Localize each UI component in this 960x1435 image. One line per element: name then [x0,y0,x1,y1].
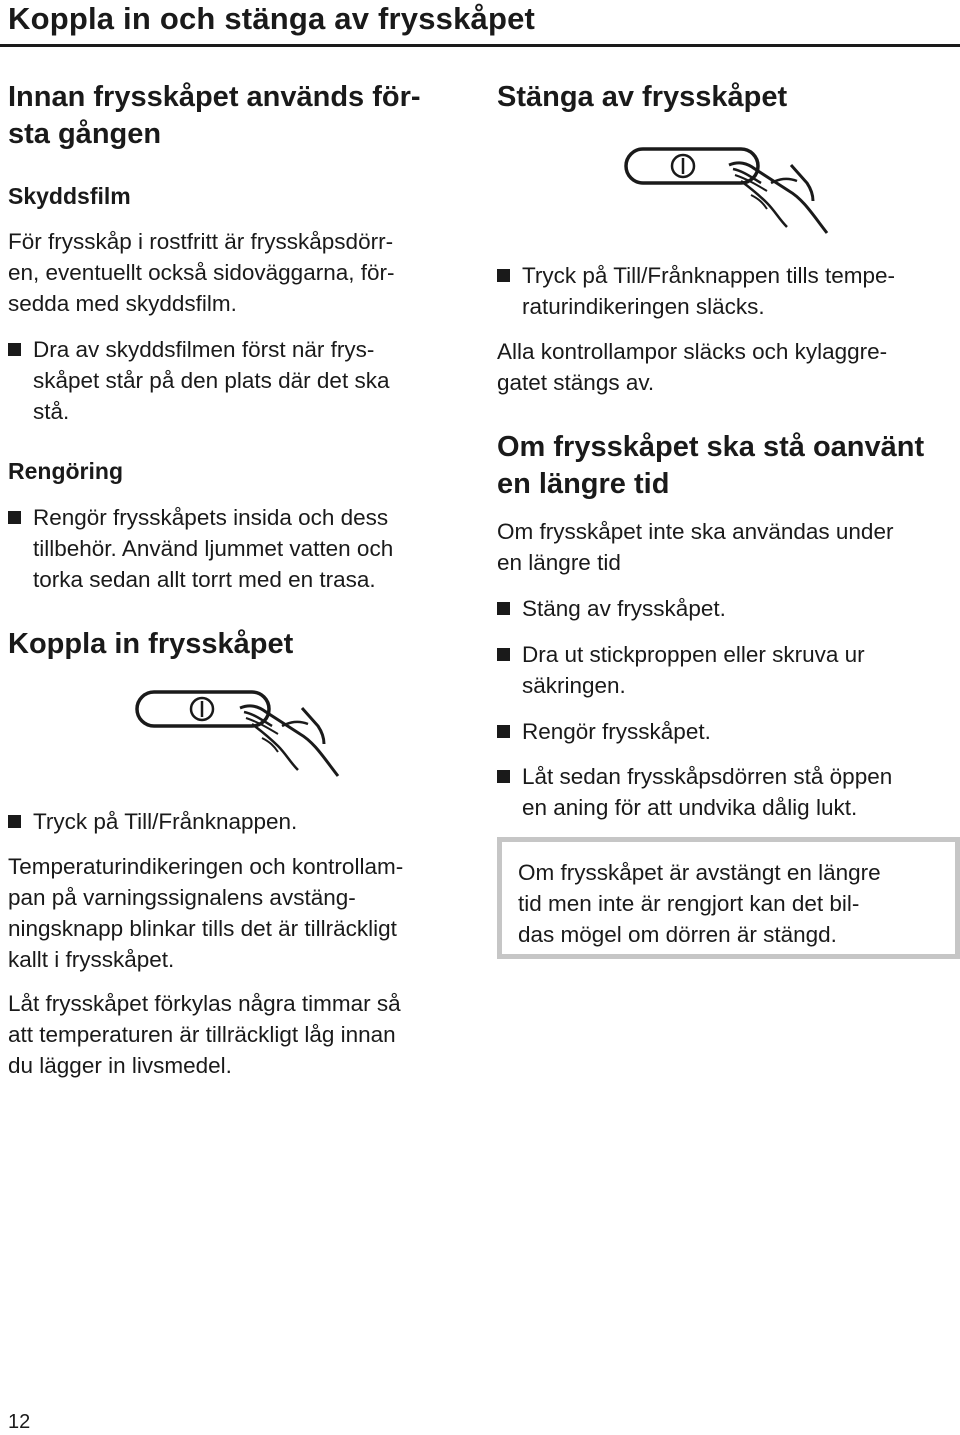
note-box [497,837,960,959]
bullet-square-icon [497,648,510,661]
list-item-text: Låt sedan frysskåpsdörren stå öppen en aning för att undvika dålig lukt. [522,764,893,820]
title-rule [0,44,960,47]
list-item-text: Dra av skyddsfilmen först när frys- skåpet står på den plats där det ska stå. [33,337,390,424]
section-heading-switch-off: Stänga av frysskåpet [497,81,788,113]
paragraph-protective-film: För frysskåp i rostfritt är frysskåpsdörr- en, eventuellt också sidoväggarna, för- sedda med skyddsfilm. [8,229,395,316]
list-item-text: Tryck på Till/Frånknappen. [33,809,298,834]
page-title: Koppla in och stänga av frysskåpet [8,1,536,36]
bullet-square-icon [497,269,510,282]
bullet-square-icon [497,602,510,615]
bullet-square-icon [8,343,21,356]
list-item-text: Dra ut stickproppen eller skruva ur säkringen. [522,642,865,698]
section-heading-switch-on: Koppla in frysskåpet [8,628,294,660]
paragraph-temperature-indicator: Temperaturindikeringen och kontrollam- pan på varningssignalens avstäng- ningsknapp blinkar tills det är tillräckligt kallt i frysskåpet. [8,854,404,972]
section-heading-unused: Om frysskåpet ska stå oanvänt en längre tid [497,431,925,500]
paragraph-unused-intro: Om frysskåpet inte ska användas under en längre tid [497,519,894,575]
list-item-text: Stäng av frysskåpet. [522,596,726,621]
section-heading-first-use: Innan frysskåpet används för- sta gången [8,81,421,150]
bullet-square-icon [497,725,510,738]
list-item-text: Rengör frysskåpet. [522,719,711,744]
subheading-cleaning: Rengöring [8,458,123,484]
list-item-text: Tryck på Till/Frånknappen tills tempe- raturindikeringen släcks. [522,263,896,319]
note-text: Om frysskåpet är avstängt en längre tid men inte är rengjort kan det bil- das mögel om dörren är stängd. [518,860,881,947]
subheading-protective-film: Skyddsfilm [8,183,131,209]
list-item-text: Rengör frysskåpets insida och dess tillbehör. Använd ljummet vatten och torka sedan allt torrt med en trasa. [33,505,394,592]
paragraph-lamps-off: Alla kontrollampor släcks och kylaggre- gatet stängs av. [497,339,888,395]
bullet-square-icon [497,770,510,783]
page-number: 12 [8,1411,31,1433]
power-button-press-icon [621,143,841,239]
bullet-square-icon [8,815,21,828]
paragraph-precool: Låt frysskåpet förkylas några timmar så att temperaturen är tillräckligt låg innan du lägger in livsmedel. [8,991,401,1078]
bullet-square-icon [8,511,21,524]
power-button-press-icon [132,686,352,782]
